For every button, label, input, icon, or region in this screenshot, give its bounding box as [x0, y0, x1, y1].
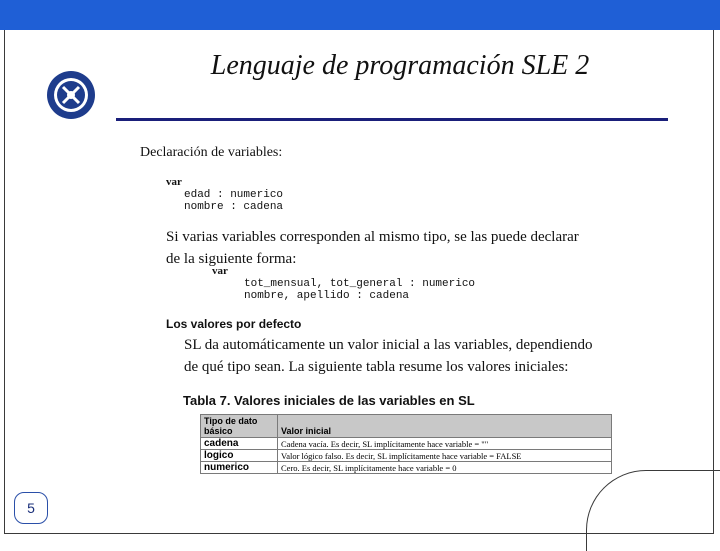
table-header-valor: Valor inicial	[278, 415, 612, 438]
page-number: 5	[14, 492, 48, 524]
code-block-1	[166, 176, 283, 213]
code-keyword-var: var	[212, 265, 228, 277]
code-keyword-var: var	[166, 176, 182, 188]
section-subtitle: Declaración de variables:	[140, 145, 283, 160]
paragraph: Si varias variables corresponden al mismo tipo, se las puede declarar de la siguiente forma:	[166, 229, 579, 267]
university-seal-icon	[46, 70, 96, 120]
table-cell-valor: Cero. Es decir, SL implícitamente hace variable = 0	[278, 462, 612, 474]
code-block-2	[212, 265, 475, 302]
table-title: Tabla 7. Valores iniciales de las variables en SL	[183, 393, 475, 408]
table-header-tipo	[201, 415, 278, 438]
code-line: nombre : cadena	[184, 201, 284, 213]
table-header-row	[201, 415, 612, 438]
table-cell-valor: Cadena vacía. Es decir, SL implícitamente hace variable = ""	[278, 438, 612, 450]
header-text: básico	[204, 426, 233, 436]
slide-title: Lenguaje de programación SLE 2	[210, 50, 590, 81]
code-line: tot_mensual, tot_general : numerico	[244, 278, 476, 290]
top-banner	[0, 0, 720, 30]
code-line: nombre, apellido : cadena	[244, 290, 410, 302]
table-cell-tipo: cadena	[201, 438, 278, 450]
code-line: edad : numerico	[184, 189, 284, 201]
table-cell-tipo: numerico	[201, 462, 278, 474]
table-row	[201, 450, 612, 462]
table-row	[201, 462, 612, 474]
table-cell-valor: Valor lógico falso. Es decir, SL implícitamente hace variable = FALSE	[278, 450, 612, 462]
initial-values-table	[200, 414, 612, 474]
paragraph: SL da automáticamente un valor inicial a las variables, dependiendo de qué tipo sean. La siguiente tabla resume los valores iniciales:	[184, 337, 593, 375]
table-row	[201, 438, 612, 450]
title-underline	[116, 118, 668, 121]
header-text: Tipo de dato	[204, 416, 258, 426]
section-heading: Los valores por defecto	[166, 317, 302, 331]
table-cell-tipo: logico	[201, 450, 278, 462]
